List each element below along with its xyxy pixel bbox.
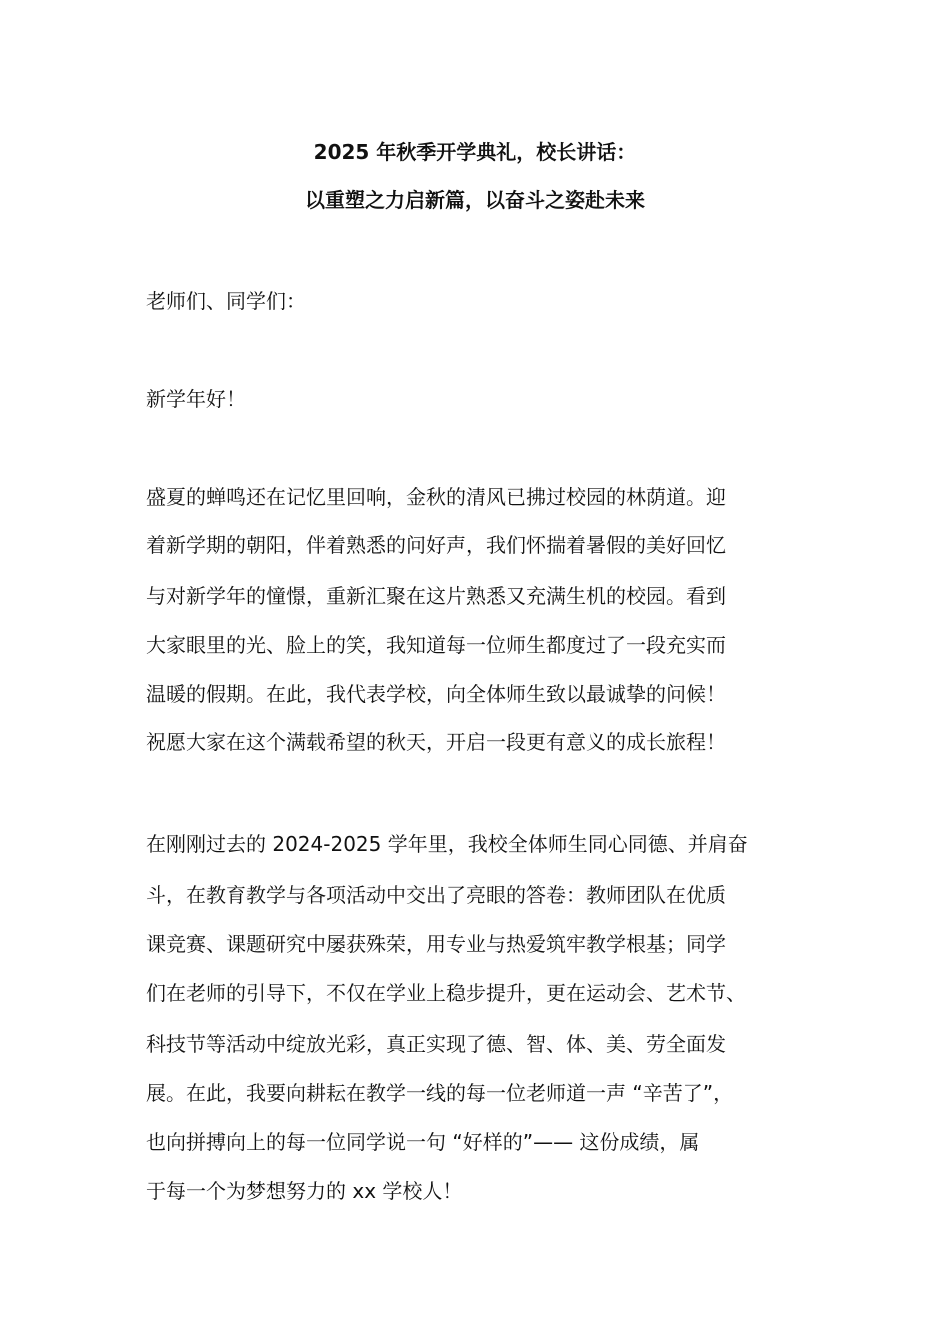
paragraph-line: 展。在此，我要向耕耘在教学一线的每一位老师道一声 “辛苦了”， bbox=[146, 1081, 734, 1105]
paragraph-line: 与对新学年的憧憬，重新汇聚在这片熟悉又充满生机的校园。看到 bbox=[146, 584, 726, 608]
salutation: 老师们、同学们： bbox=[146, 289, 306, 313]
paragraph-line: 温暖的假期。在此，我代表学校，向全体师生致以最诚挚的问候！ bbox=[146, 682, 726, 706]
paragraph-line: 大家眼里的光、脸上的笑，我知道每一位师生都度过了一段充实而 bbox=[146, 633, 726, 657]
paragraph-line: 们在老师的引导下，不仅在学业上稳步提升，更在运动会、艺术节、 bbox=[146, 981, 746, 1005]
document-title-line-1: 2025 年秋季开学典礼，校长讲话： bbox=[313, 140, 637, 164]
document-title-line-2: 以重塑之力启新篇，以奋斗之姿赴未来 bbox=[305, 188, 645, 212]
paragraph-line: 盛夏的蝉鸣还在记忆里回响，金秋的清风已拂过校园的林荫道。迎 bbox=[146, 485, 726, 509]
greeting: 新学年好！ bbox=[146, 387, 246, 411]
paragraph-line: 祝愿大家在这个满载希望的秋天，开启一段更有意义的成长旅程！ bbox=[146, 730, 726, 754]
paragraph-line: 也向拼搏向上的每一位同学说一句 “好样的”—— 这份成绩，属 bbox=[146, 1130, 700, 1154]
paragraph-line: 着新学期的朝阳，伴着熟悉的问好声，我们怀揣着暑假的美好回忆 bbox=[146, 533, 726, 557]
paragraph-line: 于每一个为梦想努力的 xx 学校人！ bbox=[146, 1179, 463, 1203]
paragraph-line: 科技节等活动中绽放光彩，真正实现了德、智、体、美、劳全面发 bbox=[146, 1032, 726, 1056]
paragraph-line: 斗，在教育教学与各项活动中交出了亮眼的答卷：教师团队在优质 bbox=[146, 883, 726, 907]
paragraph-line: 在刚刚过去的 2024-2025 学年里，我校全体师生同心同德、并肩奋 bbox=[146, 832, 748, 856]
paragraph-line: 课竞赛、课题研究中屡获殊荣，用专业与热爱筑牢教学根基；同学 bbox=[146, 932, 726, 956]
